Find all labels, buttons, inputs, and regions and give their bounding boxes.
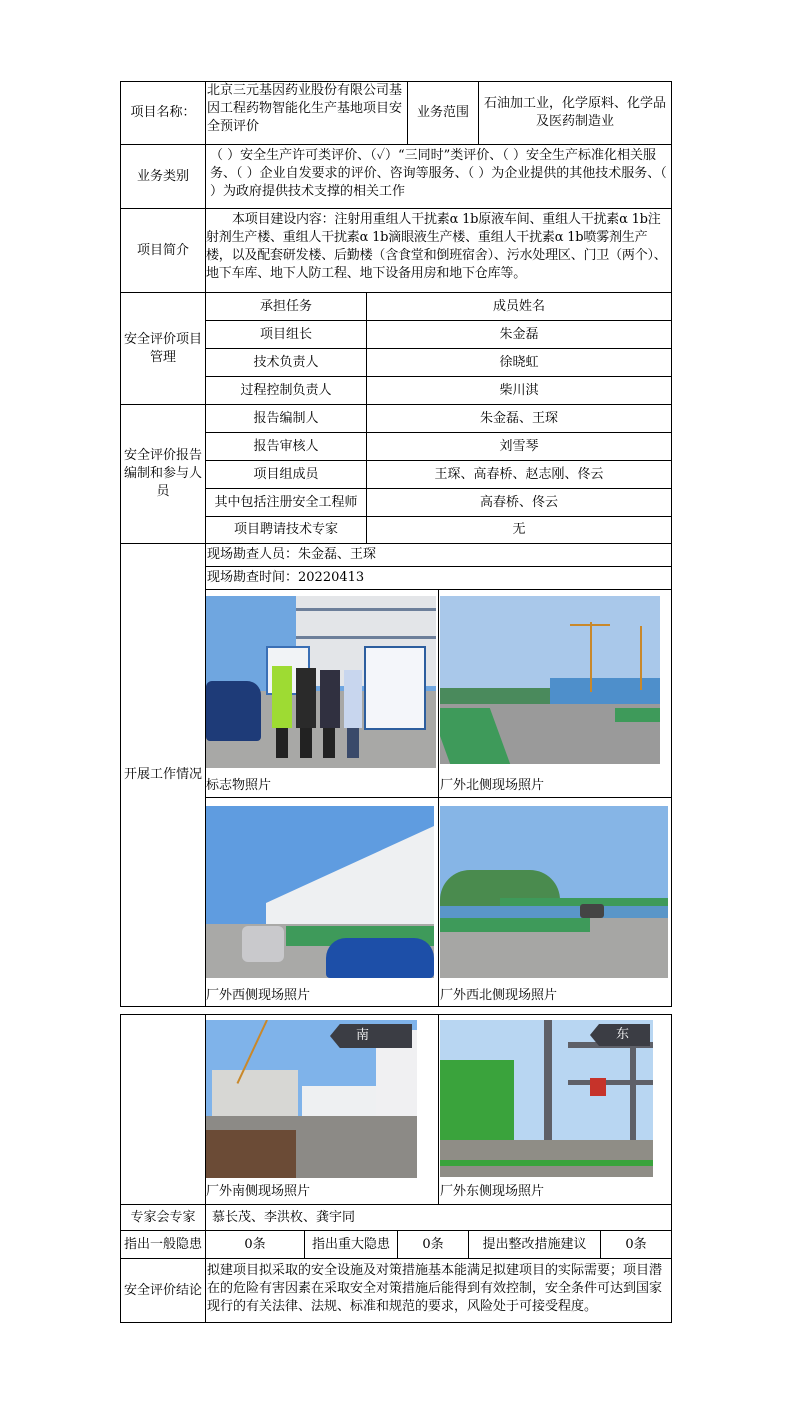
mgmt-name-2: 柴川淇 [366, 376, 672, 405]
photo-landmark [206, 596, 436, 768]
major-hazard-label: 指出重大隐患 [304, 1230, 398, 1259]
project-name-value: 北京三元基因药业股份有限公司基因工程药物智能化生产基地项目安全预评价 [205, 81, 408, 145]
management-label: 安全评价项目管理 [120, 292, 206, 405]
scope-value: 石油加工业，化学原料、化学品及医药制造业 [478, 81, 672, 145]
work-label: 开展工作情况 [120, 543, 206, 1007]
survey-staff: 现场勘查人员：朱金磊、王琛 [205, 543, 672, 567]
photo-south [206, 1020, 417, 1178]
photo-caption-5: 厂外东侧现场照片 [440, 1184, 545, 1199]
category-value: （ ）安全生产许可类评价、（✓）“三同时”类评价、（ ）安全生产标准化相关服务、（ ）企业自发要求的评价、咨询等服务、（ ）为企业提供的其他技术服务、（ ）为政府提供技术支撑的相关工作 [205, 144, 672, 209]
mgmt-task-0: 项目组长 [205, 320, 367, 349]
photo-caption-4: 厂外南侧现场照片 [206, 1184, 311, 1199]
suggestion-label: 提出整改措施建议 [468, 1230, 601, 1259]
photo-northwest [440, 806, 668, 978]
experts-label: 专家会专家 [120, 1204, 206, 1231]
header-task: 承担任务 [205, 292, 367, 321]
photo-west [206, 806, 434, 978]
report-task-0: 报告编制人 [205, 404, 367, 433]
report-name-3: 高春桥、佟云 [366, 488, 672, 517]
general-hazard-value: 0条 [205, 1230, 305, 1259]
category-label: 业务类别 [120, 144, 206, 209]
report-name-2: 王琛、高春桥、赵志刚、佟云 [366, 460, 672, 489]
report-task-4: 项目聘请技术专家 [205, 516, 367, 544]
conclusion-value: 拟建项目拟采取的安全设施及对策措施基本能满足拟建项目的实际需要；项目潜在的危险有害因素在采取安全对策措施后能得到有效控制，安全条件可达到国家现行的有关法律、法规、标准和规范的要求，风险处于可接受程度。 [205, 1258, 672, 1323]
photo-caption-2: 厂外西侧现场照片 [206, 988, 311, 1003]
project-name-label: 项目名称： [120, 81, 206, 145]
direction-tag-east: 东 [616, 1027, 630, 1042]
photo-north [440, 596, 660, 764]
photo-caption-1: 厂外北侧现场照片 [440, 778, 545, 793]
report-task-3: 其中包括注册安全工程师 [205, 488, 367, 517]
mgmt-task-2: 过程控制负责人 [205, 376, 367, 405]
photo-caption-3: 厂外西北侧现场照片 [440, 988, 558, 1003]
intro-label: 项目简介 [120, 208, 206, 293]
general-hazard-label: 指出一般隐患 [120, 1230, 206, 1259]
photo-east [440, 1020, 653, 1177]
survey-time: 现场勘查时间：20220413 [205, 566, 672, 590]
report-name-4: 无 [366, 516, 672, 544]
direction-tag-south: 南 [356, 1028, 370, 1043]
report-task-1: 报告审核人 [205, 432, 367, 461]
mgmt-name-1: 徐晓虹 [366, 348, 672, 377]
report-label: 安全评价报告编制和参与人员 [120, 404, 206, 544]
conclusion-label: 安全评价结论 [120, 1258, 206, 1323]
intro-value: 本项目建设内容：注射用重组人干扰素α 1b原液车间、重组人干扰素α 1b注射剂生产楼、重组人干扰素α 1b滴眼液生产楼、重组人干扰素α 1b喷雾剂生产楼，以及配套研发楼、后勤楼（含食堂和倒班宿舍）、污水处理区、门卫（两个）、地下车库、地下人防工程、地下设备用房和地下仓库等。 [205, 208, 672, 293]
report-name-1: 刘雪琴 [366, 432, 672, 461]
photo-caption-0: 标志物照片 [206, 778, 272, 793]
work-label-continued [120, 1014, 206, 1205]
mgmt-task-1: 技术负责人 [205, 348, 367, 377]
header-name: 成员姓名 [366, 292, 672, 321]
scope-label: 业务范围 [407, 81, 479, 145]
experts-value: 慕长茂、李洪枚、龚宇同 [205, 1204, 672, 1231]
suggestion-value: 0条 [600, 1230, 672, 1259]
mgmt-name-0: 朱金磊 [366, 320, 672, 349]
report-task-2: 项目组成员 [205, 460, 367, 489]
major-hazard-value: 0条 [397, 1230, 469, 1259]
report-name-0: 朱金磊、王琛 [366, 404, 672, 433]
